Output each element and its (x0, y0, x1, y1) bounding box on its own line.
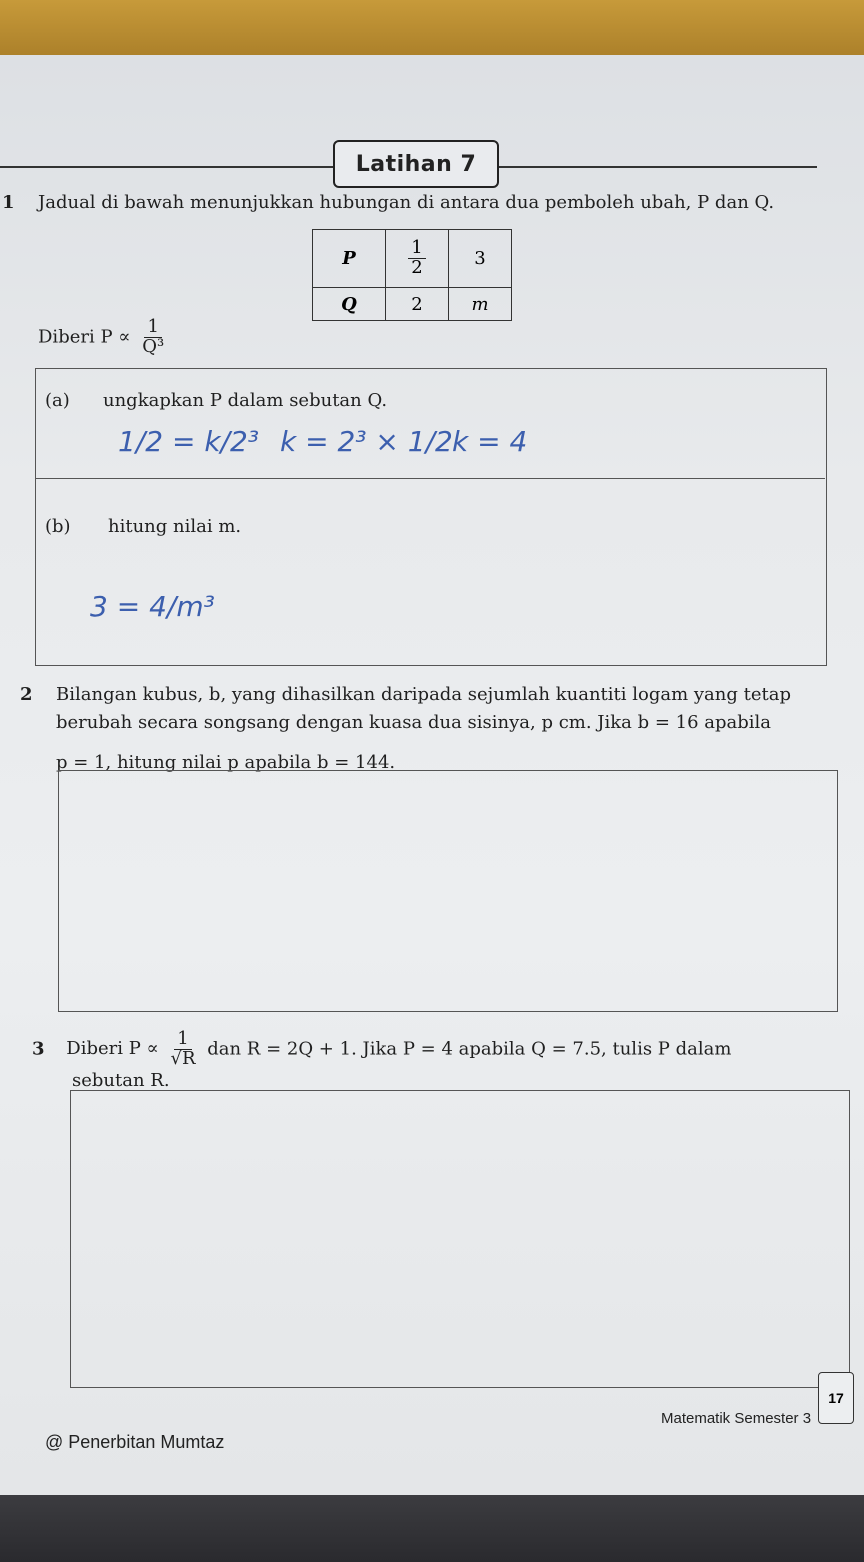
q1b-text: hitung nilai m. (108, 516, 242, 537)
question-3-number: 3 (32, 1038, 45, 1060)
q1a-handwriting-2: k = 2³ × 1/2 (280, 425, 453, 458)
question-3-line-2: sebutan R. (72, 1070, 170, 1091)
q1b-handwriting: 3 = 4/m³ (90, 590, 215, 623)
desk-shadow (0, 1495, 864, 1562)
q1b-label: (b) (45, 516, 71, 537)
p-label: P (313, 230, 386, 288)
q1a-handwriting-3: k = 4 (452, 425, 528, 458)
question-1-number: 1 (2, 192, 15, 213)
q1a-handwriting-1: 1/2 = k/2³ (118, 425, 260, 458)
question-2-line-1: Bilangan kubus, b, yang dihasilkan daripada sejumlah kuantiti logam yang tetap (56, 684, 791, 705)
q-value-1: 2 (386, 288, 449, 321)
question-3-line-1: 3 Diberi P ∝ $\frac{1}{√R}$ dan R = 2Q + 1. Jika P = 4 apabila Q = 7.5, tulis P dalam (32, 1028, 732, 1069)
q3-answer-box (70, 1090, 850, 1388)
section-title: Latihan 7 (333, 140, 499, 188)
q1-divider (35, 478, 825, 479)
page-number: 17 (818, 1372, 854, 1424)
q-value-2: m (449, 288, 512, 321)
q1a-label: (a) (45, 390, 70, 411)
q1-given: Diberi P ∝ $\frac{1}{\text{Q³}}$ (38, 316, 165, 357)
q1a-text: ungkapkan P dalam sebutan Q. (103, 390, 388, 411)
p-value-1: $\frac{1}{2}$ (386, 230, 449, 288)
q-label: Q (313, 288, 386, 321)
question-2-number: 2 (20, 684, 33, 705)
question-1-text: Jadual di bawah menunjukkan hubungan di antara dua pemboleh ubah, P dan Q. (38, 192, 775, 213)
pq-table (312, 229, 512, 321)
question-2-line-3: p = 1, hitung nilai p apabila b = 144. (56, 752, 396, 773)
header-rule-right (495, 166, 817, 168)
q2-answer-box (58, 770, 838, 1012)
header-rule-left (0, 166, 333, 168)
book-title: Matematik Semester 3 (661, 1410, 812, 1427)
publisher: @ Penerbitan Mumtaz (45, 1432, 225, 1452)
p-value-2: 3 (449, 230, 512, 288)
question-2-line-2: berubah secara songsang dengan kuasa dua sisinya, p cm. Jika b = 16 apabila (56, 712, 772, 733)
